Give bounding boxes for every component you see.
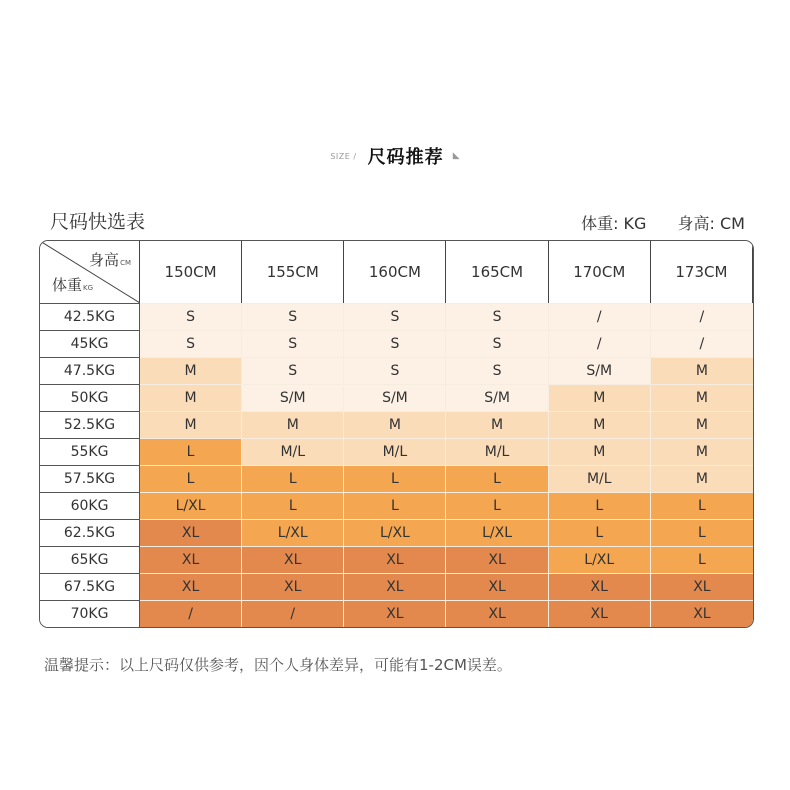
- size-cell: XL: [140, 573, 242, 600]
- table-title: 尺码快选表: [50, 211, 146, 233]
- size-cell: L: [446, 492, 548, 519]
- corner-weight-label: 体重KG: [52, 276, 94, 294]
- weight-row-header: 57.5KG: [40, 465, 140, 492]
- size-cell: S: [242, 357, 344, 384]
- size-cell: S/M: [549, 357, 651, 384]
- size-cell: S: [446, 357, 548, 384]
- size-cell: S/M: [242, 384, 344, 411]
- size-cell: L: [651, 519, 753, 546]
- weight-row-header: 70KG: [40, 600, 140, 627]
- size-cell: L: [344, 492, 446, 519]
- size-cell: M: [651, 357, 753, 384]
- heading-prefix: SIZE /: [330, 151, 357, 161]
- size-cell: L/XL: [140, 492, 242, 519]
- size-cell: L: [242, 465, 344, 492]
- weight-row-header: 67.5KG: [40, 573, 140, 600]
- size-cell: L: [140, 438, 242, 465]
- size-cell: XL: [651, 573, 753, 600]
- size-cell: M: [140, 384, 242, 411]
- column-header: 160CM: [344, 241, 446, 303]
- weight-row-header: 45KG: [40, 330, 140, 357]
- size-cell: S: [242, 330, 344, 357]
- size-cell: M: [651, 438, 753, 465]
- size-cell: S/M: [446, 384, 548, 411]
- size-cell: /: [242, 600, 344, 627]
- size-cell: M/L: [242, 438, 344, 465]
- size-cell: M/L: [446, 438, 548, 465]
- weight-row-header: 62.5KG: [40, 519, 140, 546]
- size-cell: L/XL: [344, 519, 446, 546]
- size-cell: L/XL: [242, 519, 344, 546]
- height-unit-label: 身高: CM: [677, 214, 745, 233]
- size-cell: XL: [446, 573, 548, 600]
- tip-note: 温馨提示：以上尺码仅供参考，因个人身体差异，可能有1-2CM误差。: [44, 656, 512, 674]
- size-cell: /: [549, 330, 651, 357]
- size-cell: XL: [344, 546, 446, 573]
- size-cell: S: [344, 330, 446, 357]
- size-cell: XL: [549, 573, 651, 600]
- size-cell: /: [140, 600, 242, 627]
- size-cell: L: [242, 492, 344, 519]
- weight-row-header: 60KG: [40, 492, 140, 519]
- size-cell: L: [140, 465, 242, 492]
- size-cell: XL: [446, 600, 548, 627]
- size-cell: M: [446, 411, 548, 438]
- weight-row-header: 55KG: [40, 438, 140, 465]
- section-heading: [0, 143, 790, 169]
- size-cell: L/XL: [549, 546, 651, 573]
- size-cell: M: [549, 438, 651, 465]
- size-cell: M: [242, 411, 344, 438]
- size-cell: L: [651, 546, 753, 573]
- weight-row-header: 52.5KG: [40, 411, 140, 438]
- column-header: 150CM: [140, 241, 242, 303]
- size-cell: M/L: [344, 438, 446, 465]
- size-cell: XL: [140, 546, 242, 573]
- size-cell: XL: [651, 600, 753, 627]
- size-cell: S: [140, 330, 242, 357]
- column-header: 155CM: [242, 241, 344, 303]
- size-cell: S: [446, 303, 548, 330]
- size-chart-table: [39, 240, 754, 628]
- size-cell: M: [651, 465, 753, 492]
- size-cell: XL: [242, 573, 344, 600]
- size-cell: /: [651, 330, 753, 357]
- corner-height-label: 身高CM: [89, 251, 131, 269]
- size-cell: /: [651, 303, 753, 330]
- size-cell: XL: [344, 600, 446, 627]
- size-cell: S: [140, 303, 242, 330]
- size-cell: S/M: [344, 384, 446, 411]
- size-cell: M/L: [549, 465, 651, 492]
- size-cell: M: [549, 411, 651, 438]
- size-cell: XL: [344, 573, 446, 600]
- size-cell: XL: [446, 546, 548, 573]
- size-cell: M: [549, 384, 651, 411]
- size-cell: XL: [549, 600, 651, 627]
- weight-row-header: 50KG: [40, 384, 140, 411]
- weight-row-header: 42.5KG: [40, 303, 140, 330]
- size-cell: L/XL: [446, 519, 548, 546]
- size-cell: S: [446, 330, 548, 357]
- column-header: 170CM: [549, 241, 651, 303]
- size-cell: L: [651, 492, 753, 519]
- size-cell: L: [549, 492, 651, 519]
- table-corner-header: [40, 241, 140, 303]
- size-cell: S: [344, 357, 446, 384]
- units-legend: [581, 211, 745, 234]
- size-cell: L: [344, 465, 446, 492]
- weight-unit-label: 体重: KG: [581, 214, 647, 233]
- size-cell: M: [651, 384, 753, 411]
- size-cell: M: [344, 411, 446, 438]
- heading-title: 尺码推荐: [367, 147, 444, 168]
- size-cell: S: [344, 303, 446, 330]
- size-cell: S: [242, 303, 344, 330]
- size-cell: M: [651, 411, 753, 438]
- size-cell: L: [549, 519, 651, 546]
- size-cell: L: [446, 465, 548, 492]
- size-cell: XL: [140, 519, 242, 546]
- column-header: 173CM: [651, 241, 753, 303]
- size-cell: XL: [242, 546, 344, 573]
- weight-row-header: 47.5KG: [40, 357, 140, 384]
- size-cell: M: [140, 411, 242, 438]
- weight-row-header: 65KG: [40, 546, 140, 573]
- size-cell: /: [549, 303, 651, 330]
- corner-triangle-icon: ◣: [452, 151, 460, 161]
- size-cell: M: [140, 357, 242, 384]
- column-header: 165CM: [446, 241, 548, 303]
